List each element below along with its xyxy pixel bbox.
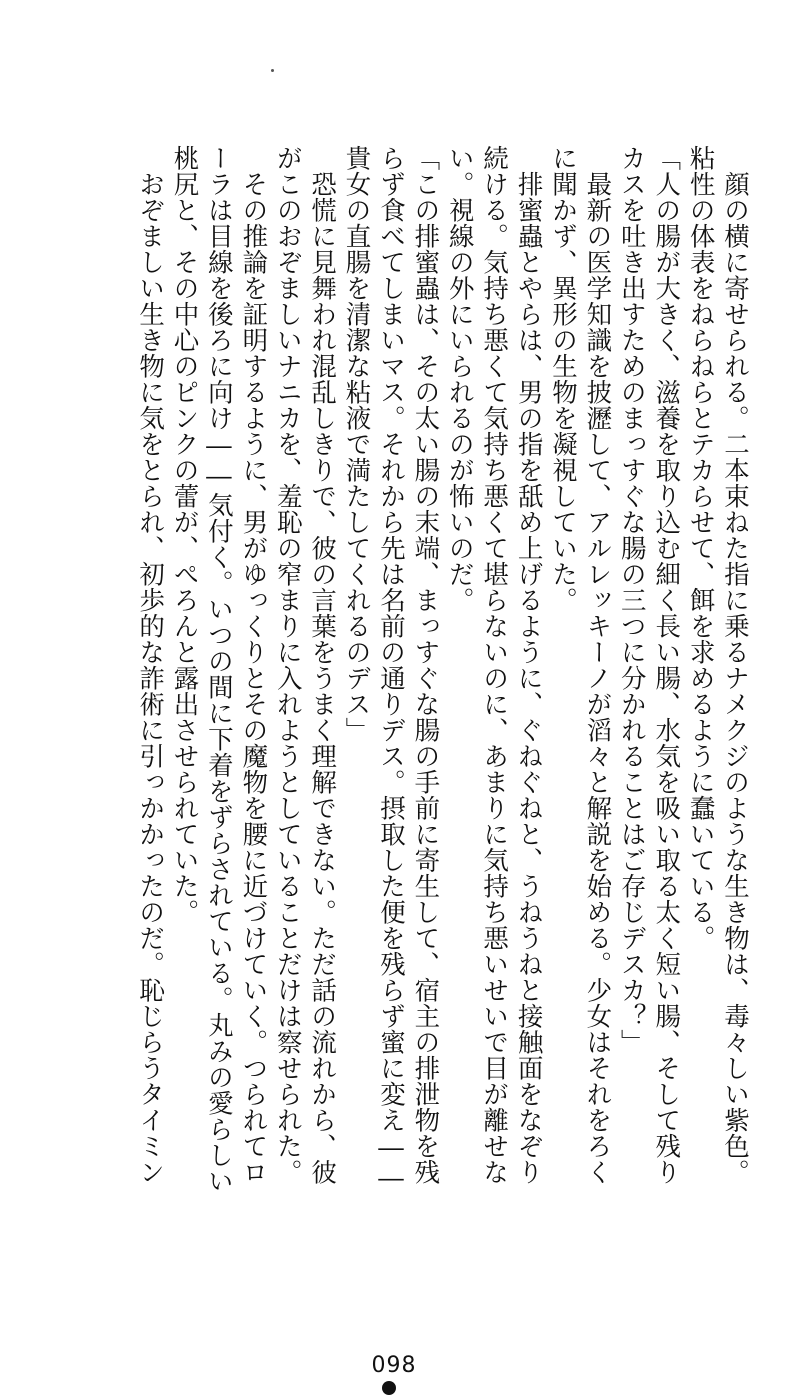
text-line: 粘性の体表をねらねらとテカらせて、餌を求めるように蠢いている。 — [685, 145, 716, 951]
text-line: らず食べてしまいマス。それから先は名前の通りデス。摂取した便を残らず蜜に変え―― — [375, 145, 406, 1194]
speck-mark — [271, 69, 274, 72]
text-line: おぞましい生き物に気をとられ、初歩的な詐術に引っかかったのだ。恥じらうタイミン — [135, 145, 166, 1185]
text-line: に聞かず、異形の生物を凝視していた。 — [547, 145, 578, 613]
text-line: 最新の医学知識を披瀝して、アルレッキーノが滔々と解説を始める。少女はそれをろく — [582, 145, 613, 1185]
text-line: 顔の横に寄せられる。二本束ねた指に乗るナメクジのような生き物は、毒々しい紫色。 — [720, 145, 750, 1185]
text-line: ーラは目線を後ろに向け――気付く。いつの間に下着をずらされている。丸みの愛らしい — [203, 145, 234, 1194]
text-line: その推論を証明するように、男がゆっくりとその魔物を腰に近づけていく。つられてロ — [238, 145, 269, 1185]
page-bullet-icon — [382, 1381, 396, 1395]
text-line: 桃尻と、その中心のピンクの蕾が、ぺろんと露出させられていた。 — [169, 145, 200, 925]
text-line: 貴女の直腸を清潔な粘液で満たしてくれるのデス」 — [341, 145, 372, 743]
text-line: カスを吐き出すためのまっすぐな腸の三つに分かれることはご存じデスカ？」 — [616, 145, 647, 1055]
page-number: 098 — [371, 1353, 417, 1378]
text-line: がこのおぞましいナニカを、羞恥の窄まりに入れようとしていることだけは察せられた。 — [272, 145, 303, 1185]
text-line: 続ける。気持ち悪くて気持ち悪くて堪らないのに、あまりに気持ち悪いせいで目が離せな — [479, 145, 510, 1185]
vertical-text-body — [133, 145, 752, 1205]
text-line: 「この排蜜蟲は、その太い腸の末端、まっすぐな腸の手前に寄生して、宿主の排泄物を残 — [410, 145, 441, 1185]
text-line: 排蜜蟲とやらは、男の指を舐め上げるように、ぐねぐねと、うねうねと接触面をなぞり — [513, 145, 544, 1185]
text-line: い。視線の外にいられるのが怖いのだ。 — [444, 145, 475, 613]
text-line: 「人の腸が大きく、滋養を取り込む細く長い腸、水気を吸い取る太く短い腸、そして残り — [651, 145, 682, 1185]
text-line: 恐慌に見舞われ混乱しきりで、彼の言葉をうまく理解できない。ただ話の流れから、彼 — [307, 145, 338, 1185]
